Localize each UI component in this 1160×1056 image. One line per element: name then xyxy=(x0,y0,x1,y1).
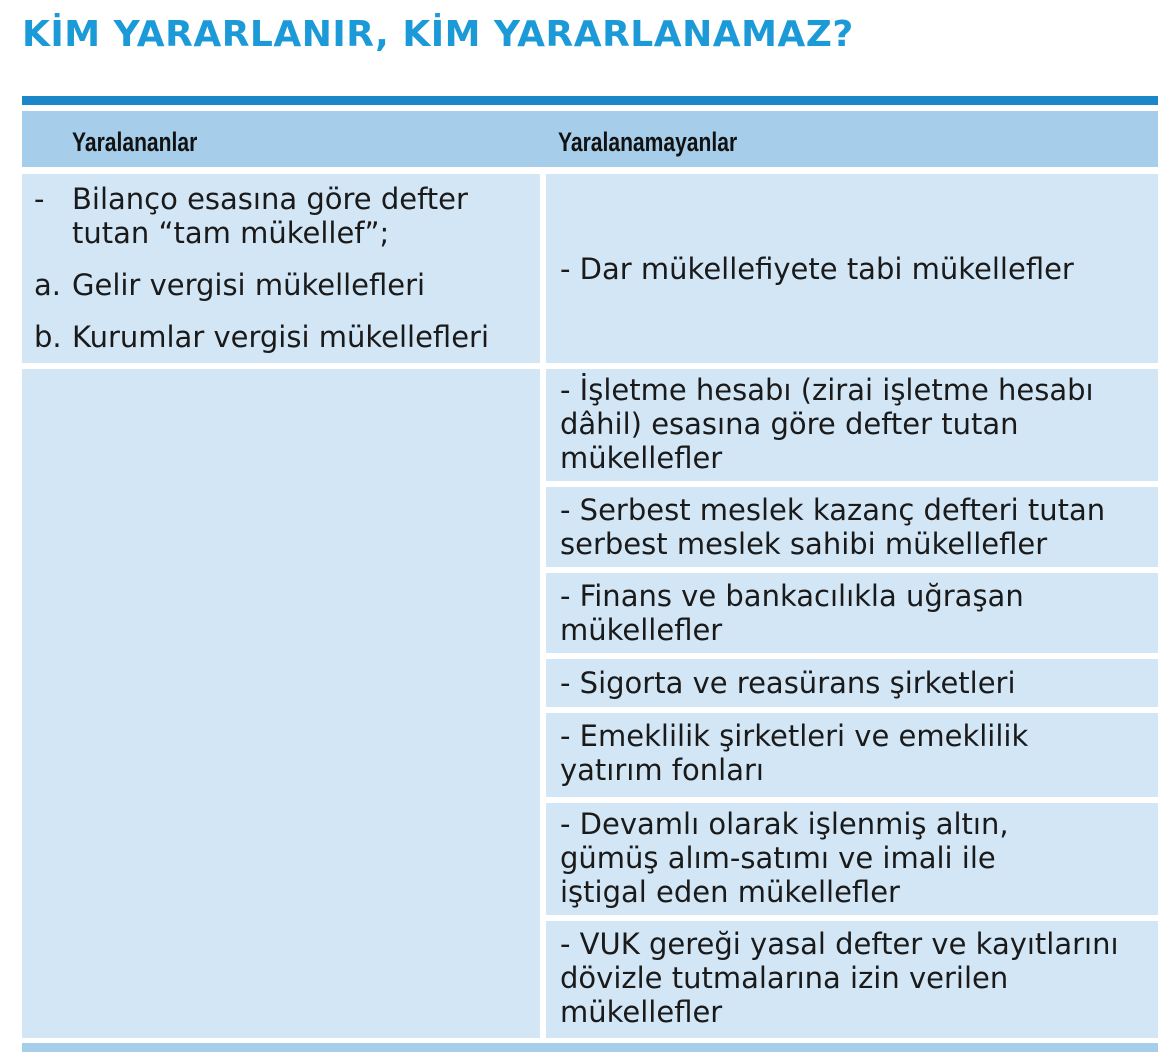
list-text: Bilanço esasına göre defter xyxy=(72,182,468,216)
non-beneficiary-row xyxy=(546,803,1158,915)
header-beneficiaries: Yaralananlar xyxy=(72,127,198,157)
top-rule xyxy=(22,96,1158,105)
empty-cell xyxy=(22,369,540,1038)
non-beneficiary-row xyxy=(546,174,1158,363)
row-text: mükellefler xyxy=(560,613,723,647)
beneficiaries-cell xyxy=(22,174,540,363)
list-marker: - xyxy=(34,182,45,216)
row-text: - VUK gereği yasal defter ve kayıtlarını xyxy=(560,927,1119,961)
header-non-beneficiaries: Yaralanamayanlar xyxy=(558,127,738,157)
non-beneficiary-row xyxy=(546,659,1158,707)
non-beneficiary-row xyxy=(546,369,1158,481)
row-text: gümüş alım-satımı ve imali ile xyxy=(560,841,996,875)
list-text: tutan “tam mükellef”; xyxy=(72,216,390,250)
row-text: - Emeklilik şirketleri ve emeklilik xyxy=(560,719,1029,753)
list-marker: b. xyxy=(34,320,62,354)
row-text: - Devamlı olarak işlenmiş altın, xyxy=(560,807,1009,841)
row-text: yatırım fonları xyxy=(560,753,764,787)
page-title: KİM YARARLANIR, KİM YARARLANAMAZ? xyxy=(22,14,854,55)
non-beneficiary-row xyxy=(546,573,1158,653)
row-text: - Finans ve bankacılıkla uğraşan xyxy=(560,579,1024,613)
non-beneficiary-row xyxy=(546,487,1158,567)
list-text: Kurumlar vergisi mükellefleri xyxy=(72,320,490,354)
row-text: - Dar mükellefiyete tabi mükellefler xyxy=(560,252,1074,286)
row-text: - İşletme hesabı (zirai işletme hesabı xyxy=(560,373,1094,407)
non-beneficiary-row xyxy=(546,921,1158,1038)
bottom-rule xyxy=(22,1043,1158,1052)
row-text: mükellefler xyxy=(560,995,723,1029)
table-header xyxy=(22,111,1158,167)
row-text: serbest meslek sahibi mükellefler xyxy=(560,527,1048,561)
row-text: iştigal eden mükellefler xyxy=(560,875,900,909)
non-beneficiary-row xyxy=(546,713,1158,797)
row-text: mükellefler xyxy=(560,441,723,475)
row-text: - Serbest meslek kazanç defteri tutan xyxy=(560,493,1106,527)
row-text: - Sigorta ve reasürans şirketleri xyxy=(560,666,1016,700)
row-text: dâhil) esasına göre defter tutan xyxy=(560,407,1019,441)
list-marker: a. xyxy=(34,268,61,302)
row-text: dövizle tutmalarına izin verilen xyxy=(560,961,1009,995)
list-text: Gelir vergisi mükellefleri xyxy=(72,268,426,302)
